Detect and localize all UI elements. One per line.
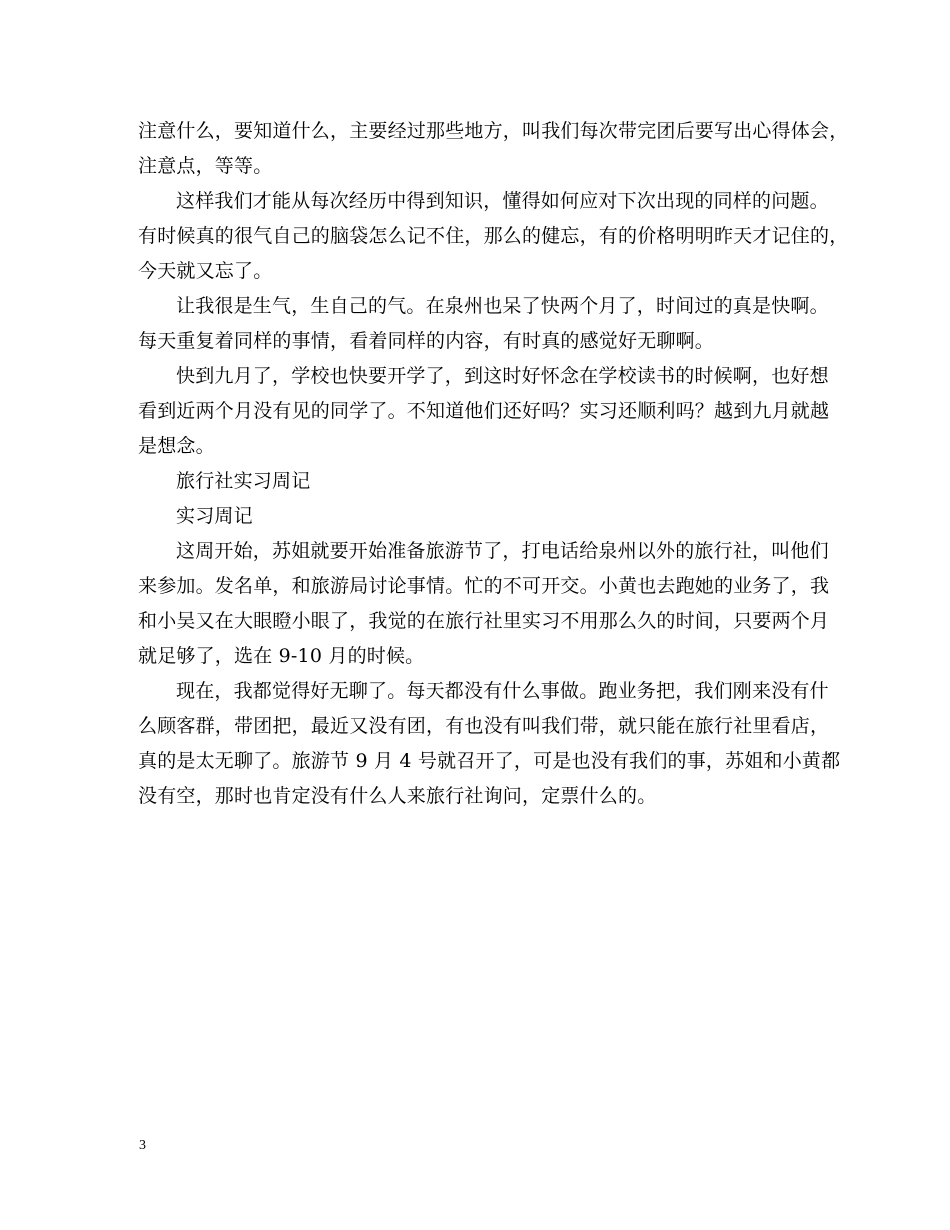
text-line: 来参加。发名单，和旅游局讨论事情。忙的不可开交。小黄也去跑她的业务了，我 <box>138 575 830 597</box>
text-line: 是想念。 <box>138 435 215 457</box>
text-line: 和小吴又在大眼瞪小眼了，我觉的在旅行社里实习不用那么久的时间，只要两个月 <box>138 610 830 632</box>
text-line: 今天就又忘了。 <box>138 260 273 282</box>
text-line: 每天重复着同样的事情，看着同样的内容，有时真的感觉好无聊啊。 <box>138 330 715 352</box>
text-line: 这周开始，苏姐就要开始准备旅游节了，打电话给泉州以外的旅行社，叫他们 <box>176 540 829 562</box>
text-line: 让我很是生气，生自己的气。在泉州也呆了快两个月了，时间过的真是快啊。 <box>176 295 829 317</box>
text-line: 么顾客群，带团把，最近又没有团，有也没有叫我们带，就只能在旅行社里看店， <box>138 715 830 737</box>
text-line: 有时候真的很气自己的脑袋怎么记不住，那么的健忘，有的价格明明昨天才记住的， <box>138 225 849 247</box>
body-text <box>138 114 849 814</box>
text-line: 真的是太无聊了。旅游节 9 月 4 号就召开了，可是也没有我们的事，苏姐和小黄都 <box>138 750 841 772</box>
text-line: 快到九月了，学校也快要开学了，到这时好怀念在学校读书的时候啊，也好想 <box>176 365 829 387</box>
text-line: 这样我们才能从每次经历中得到知识，懂得如何应对下次出现的同样的问题。 <box>176 190 829 212</box>
section-subheading: 实习周记 <box>176 505 253 527</box>
text-line: 就足够了，选在 9-10 月的时候。 <box>138 645 425 667</box>
section-heading: 旅行社实习周记 <box>176 470 311 492</box>
text-line: 看到近两个月没有见的同学了。不知道他们还好吗？实习还顺利吗？越到九月就越 <box>138 400 830 422</box>
text-line: 没有空，那时也肯定没有什么人来旅行社询问，定票什么的。 <box>138 785 657 807</box>
text-line: 注意什么，要知道什么，主要经过那些地方，叫我们每次带完团后要写出心得体会， <box>138 120 849 142</box>
page-number: 3 <box>139 1138 146 1153</box>
text-line: 现在，我都觉得好无聊了。每天都没有什么事做。跑业务把，我们刚来没有什 <box>176 680 829 702</box>
text-line: 注意点，等等。 <box>138 155 273 177</box>
